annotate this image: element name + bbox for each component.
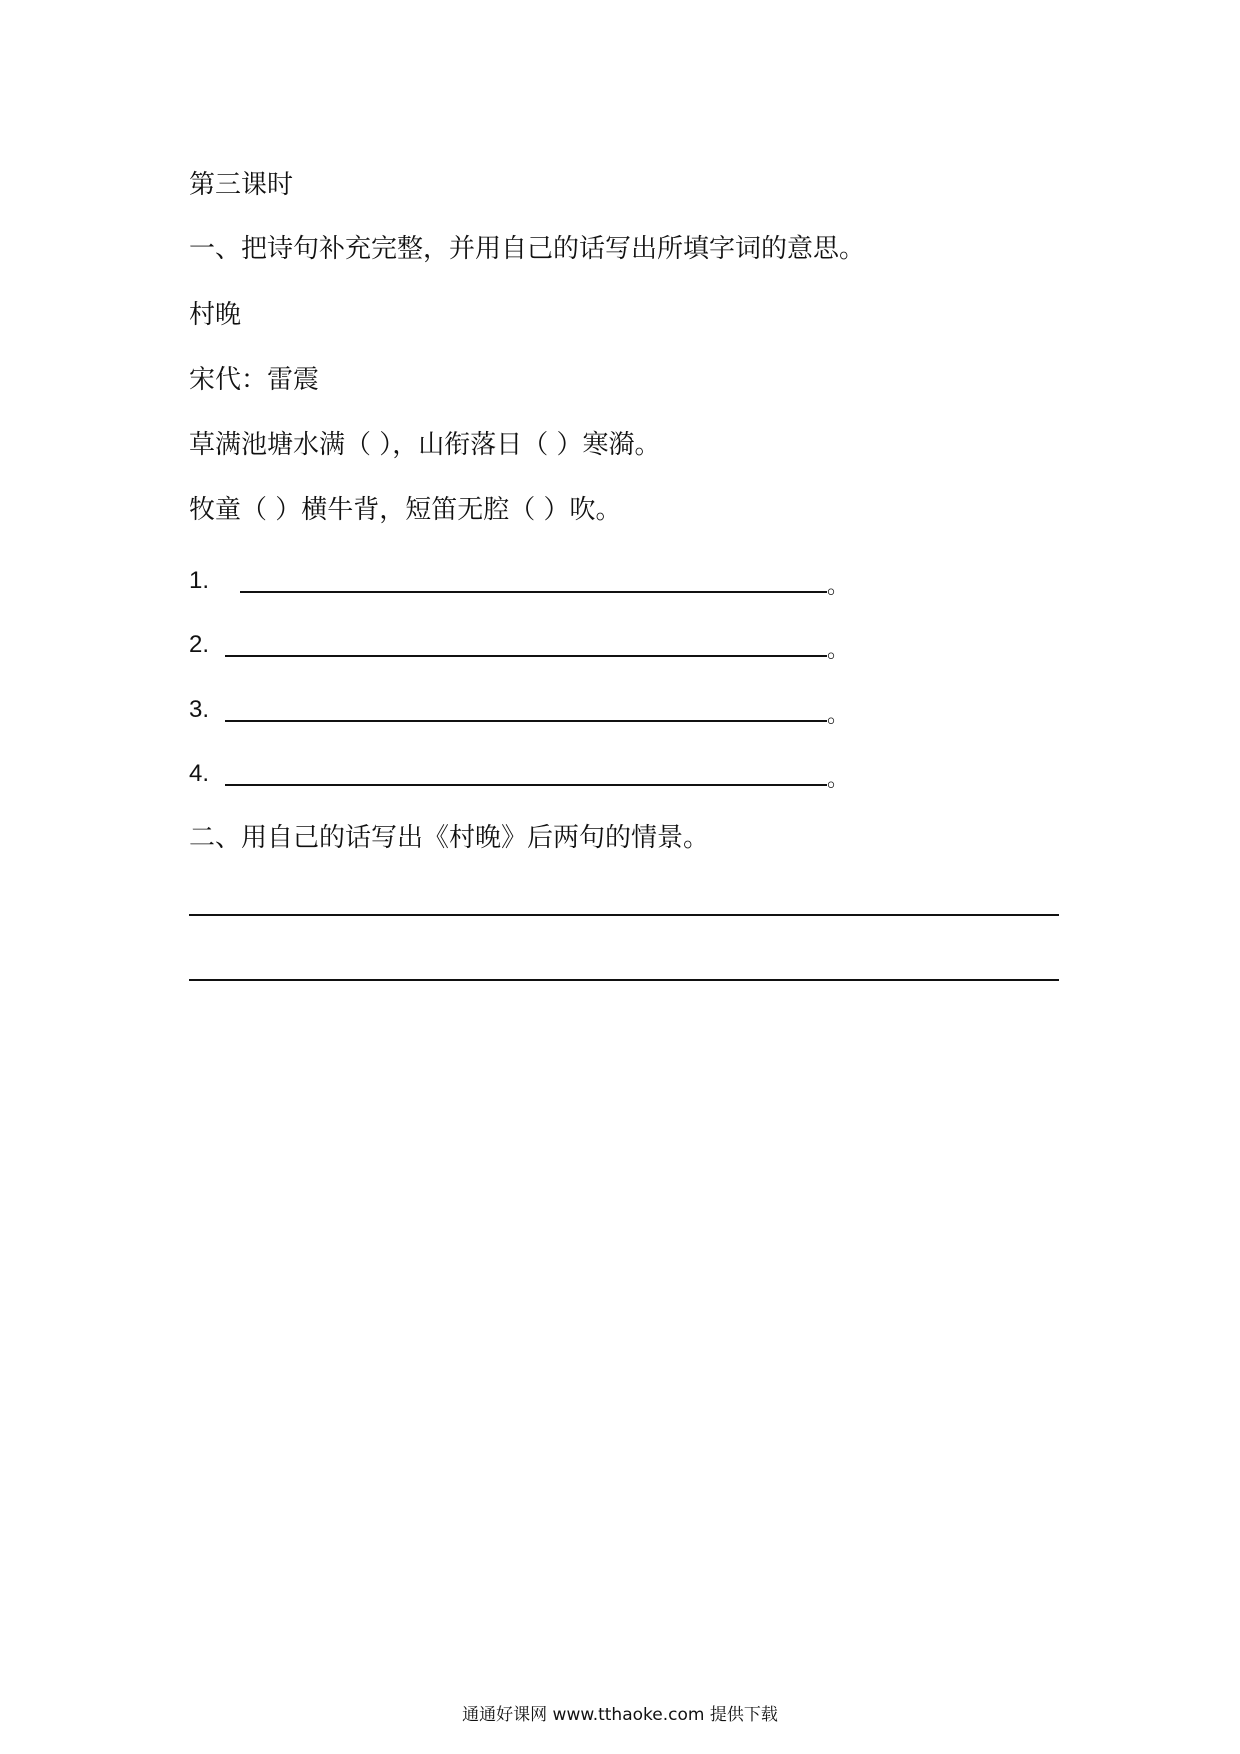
writing-line[interactable] <box>189 979 1059 981</box>
page-footer: 通通好课网 www.tthaoke.com 提供下载 <box>462 1705 778 1725</box>
answer-end-mark: 。 <box>827 574 850 599</box>
answer-end-mark: 。 <box>827 638 850 663</box>
answer-end-mark: 。 <box>827 767 850 792</box>
answer-number: 2. <box>189 631 210 658</box>
question-2-prompt: 二、用自己的话写出《村晚》后两句的情景。 <box>189 823 710 853</box>
answer-blank-line[interactable] <box>240 591 827 593</box>
answer-end-mark: 。 <box>827 703 850 728</box>
answer-number: 4. <box>189 760 210 787</box>
poem-title: 村晚 <box>189 300 242 330</box>
poem-author: 宋代：雷震 <box>189 365 320 395</box>
poem-verse-line-2: 牧童（ ）横牛背，短笛无腔（ ）吹。 <box>189 495 622 525</box>
answer-blank-line[interactable] <box>225 720 827 722</box>
poem-verse-line-1: 草满池塘水满（ ），山衔落日（ ）寒漪。 <box>189 430 661 460</box>
question-1-prompt: 一、把诗句补充完整，并用自己的话写出所填字词的意思。 <box>189 234 866 264</box>
answer-number: 1. <box>189 567 210 594</box>
writing-line[interactable] <box>189 914 1059 916</box>
lesson-heading: 第三课时 <box>189 170 294 200</box>
answer-blank-line[interactable] <box>225 784 827 786</box>
answer-blank-line[interactable] <box>225 655 827 657</box>
answer-number: 3. <box>189 696 210 723</box>
